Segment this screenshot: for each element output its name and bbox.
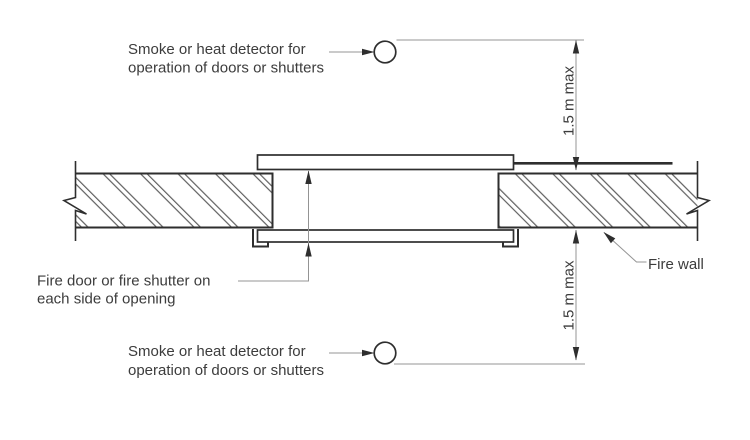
bottom-dimension-text: 1.5 m max bbox=[560, 260, 578, 331]
top-detector-label-line2: operation of doors or shutters bbox=[128, 59, 324, 77]
arrow-up-icon bbox=[305, 171, 311, 185]
arrow-right-icon bbox=[362, 350, 375, 357]
left-wall-section bbox=[76, 174, 273, 228]
smoke-heat-detector-icon bbox=[374, 41, 396, 63]
dimension-arrow-up-icon bbox=[573, 230, 579, 244]
right-wall-section bbox=[499, 174, 698, 228]
bottom-dimension bbox=[394, 230, 585, 364]
bottom-detector-label-line2: operation of doors or shutters bbox=[128, 362, 324, 379]
bottom-shutter-panel bbox=[258, 230, 514, 242]
top-detector-label-line1: Smoke or heat detector for bbox=[128, 41, 306, 58]
bottom-detector-callout bbox=[128, 342, 396, 379]
left-fire-wall bbox=[64, 161, 273, 241]
top-dimension bbox=[397, 40, 585, 171]
bottom-fire-shutter bbox=[253, 229, 518, 247]
top-shutter-panel bbox=[258, 155, 514, 170]
smoke-heat-detector-icon bbox=[374, 342, 396, 364]
right-fire-wall bbox=[499, 161, 710, 241]
fire-door-label-line1: Fire door or fire shutter on bbox=[37, 272, 211, 290]
top-fire-shutter bbox=[258, 155, 673, 170]
fire-wall-label: Fire wall bbox=[648, 256, 704, 273]
top-detector-callout bbox=[128, 41, 396, 77]
fire-door-label-line2: each side of opening bbox=[37, 290, 176, 308]
fire-wall-callout bbox=[604, 232, 704, 273]
bottom-detector-label-line1: Smoke or heat detector for bbox=[128, 343, 306, 360]
arrow-up-icon bbox=[305, 243, 311, 257]
dimension-arrow-down-icon bbox=[573, 347, 579, 361]
arrow-right-icon bbox=[362, 49, 375, 56]
dimension-arrow-up-icon bbox=[573, 40, 579, 54]
top-dimension-text: 1.5 m max bbox=[560, 65, 578, 137]
